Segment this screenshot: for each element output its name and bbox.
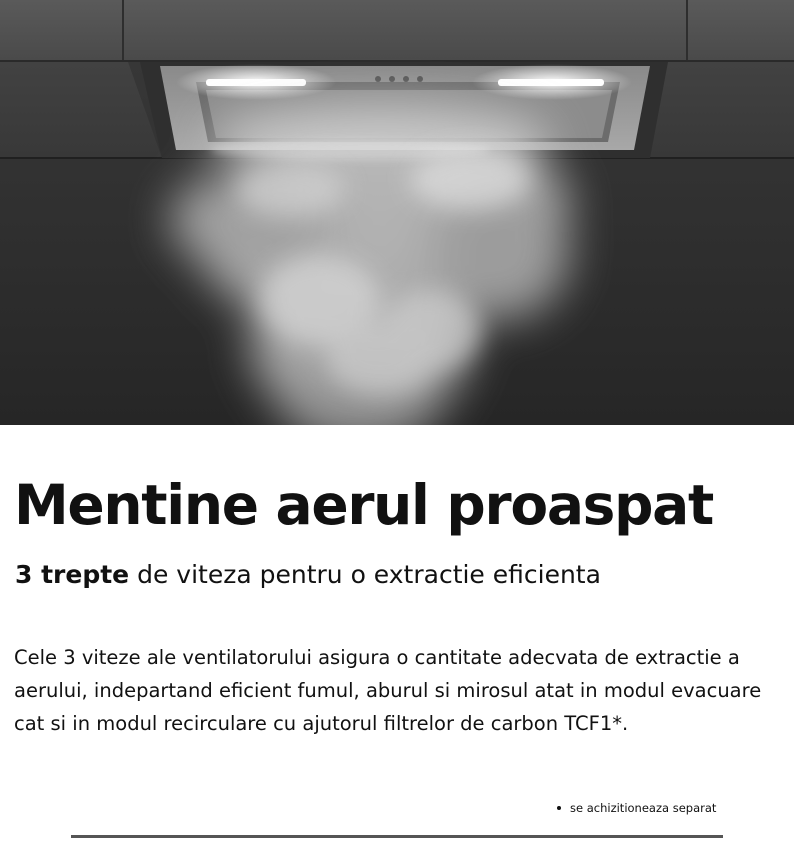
- subtitle-bold: 3 trepte: [15, 560, 130, 589]
- body-paragraph: Cele 3 viteze ale ventilatorului asigura o cantitate adecvata de extractie a aerului, indepartand eficient fumul, aburul si mirosul atat in modul evacuare cat si in modul recirculare cu ajutorul filtrelor de carbon TCF1*.: [14, 646, 762, 735]
- divider: [71, 835, 723, 838]
- footnote: [557, 801, 716, 815]
- footnote-text: se achizitioneaza separat: [570, 801, 717, 815]
- page-headline: Mentine aerul proaspat: [14, 473, 713, 537]
- subtitle: [15, 561, 601, 589]
- subtitle-rest: de viteza pentru o extractie eficienta: [129, 560, 601, 589]
- bullet-icon: [557, 806, 561, 810]
